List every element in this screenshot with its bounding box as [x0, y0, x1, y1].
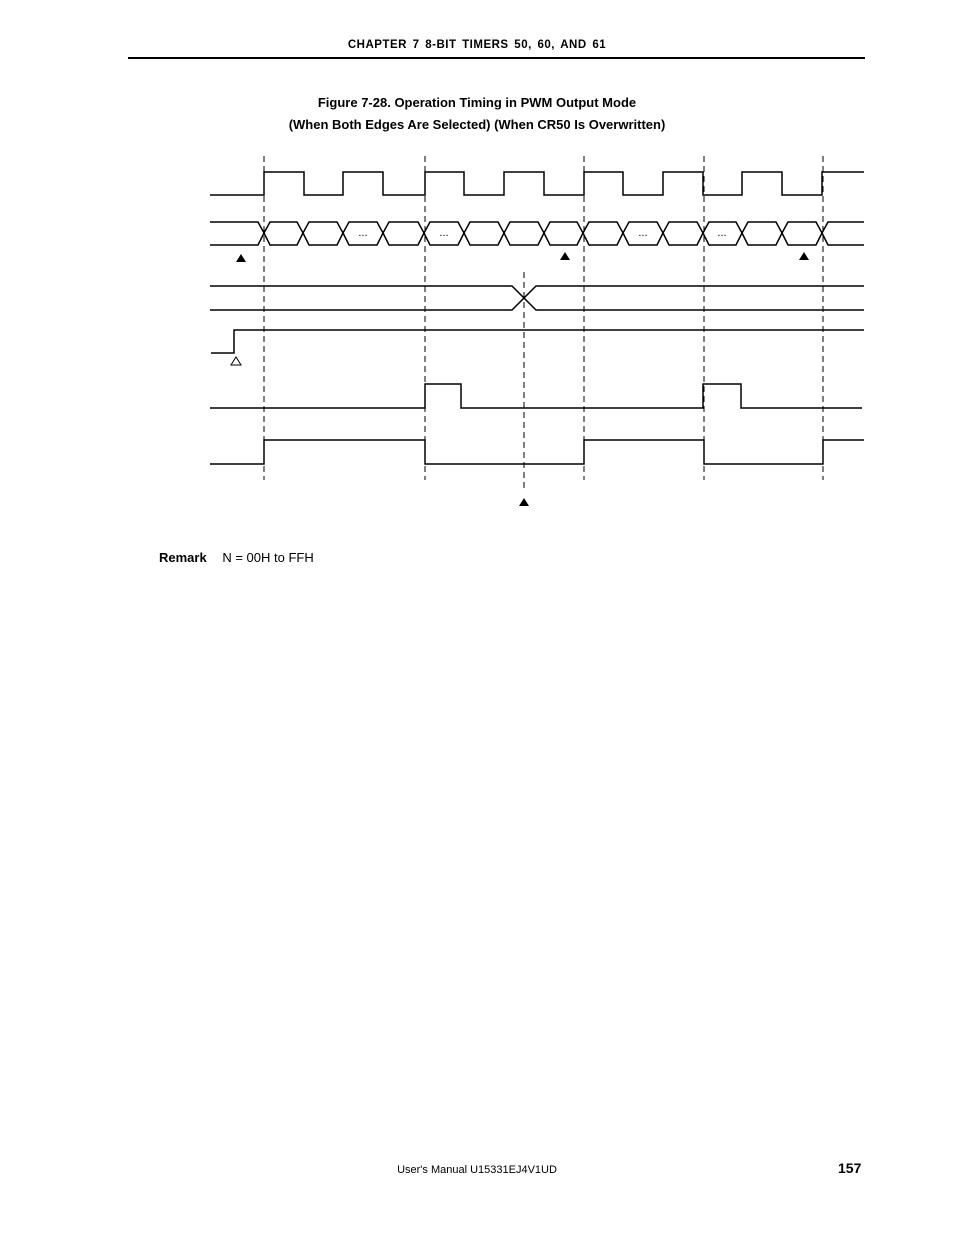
remark-label: Remark — [159, 550, 207, 565]
marker-up-icon — [519, 498, 529, 506]
clock-waveform — [210, 172, 864, 195]
bus-ellipsis: ... — [358, 227, 368, 239]
page-number: 157 — [838, 1160, 862, 1176]
remark — [159, 550, 314, 565]
timing-diagram — [0, 0, 954, 540]
figure-caption-line-2: (When Both Edges Are Selected) (When CR50 Is Overwritten) — [288, 117, 666, 132]
chapter-header: CHAPTER 7 8-BIT TIMERS 50, 60, AND 61 — [347, 39, 607, 51]
marker-up-icon — [560, 252, 570, 260]
output-waveform — [210, 440, 864, 464]
footer-manual: User's Manual U15331EJ4V1UD — [397, 1164, 557, 1176]
figure-caption-line-1: Figure 7-28. Operation Timing in PWM Output Mode — [317, 95, 637, 110]
cr50-bus-waveform — [210, 286, 864, 310]
enable-waveform — [211, 330, 864, 353]
interrupt-waveform — [210, 384, 862, 408]
bus-ellipsis: ... — [638, 227, 648, 239]
marker-up-icon — [236, 254, 246, 262]
marker-up-icon — [799, 252, 809, 260]
dashed-reference-lines — [264, 156, 823, 492]
remark-text: N = 00H to FFH — [222, 550, 314, 565]
bus-ellipsis: ... — [717, 227, 727, 239]
marker-outline-up-icon — [231, 357, 241, 365]
counter-bus-waveform — [210, 222, 864, 245]
bus-ellipsis: ... — [439, 227, 449, 239]
